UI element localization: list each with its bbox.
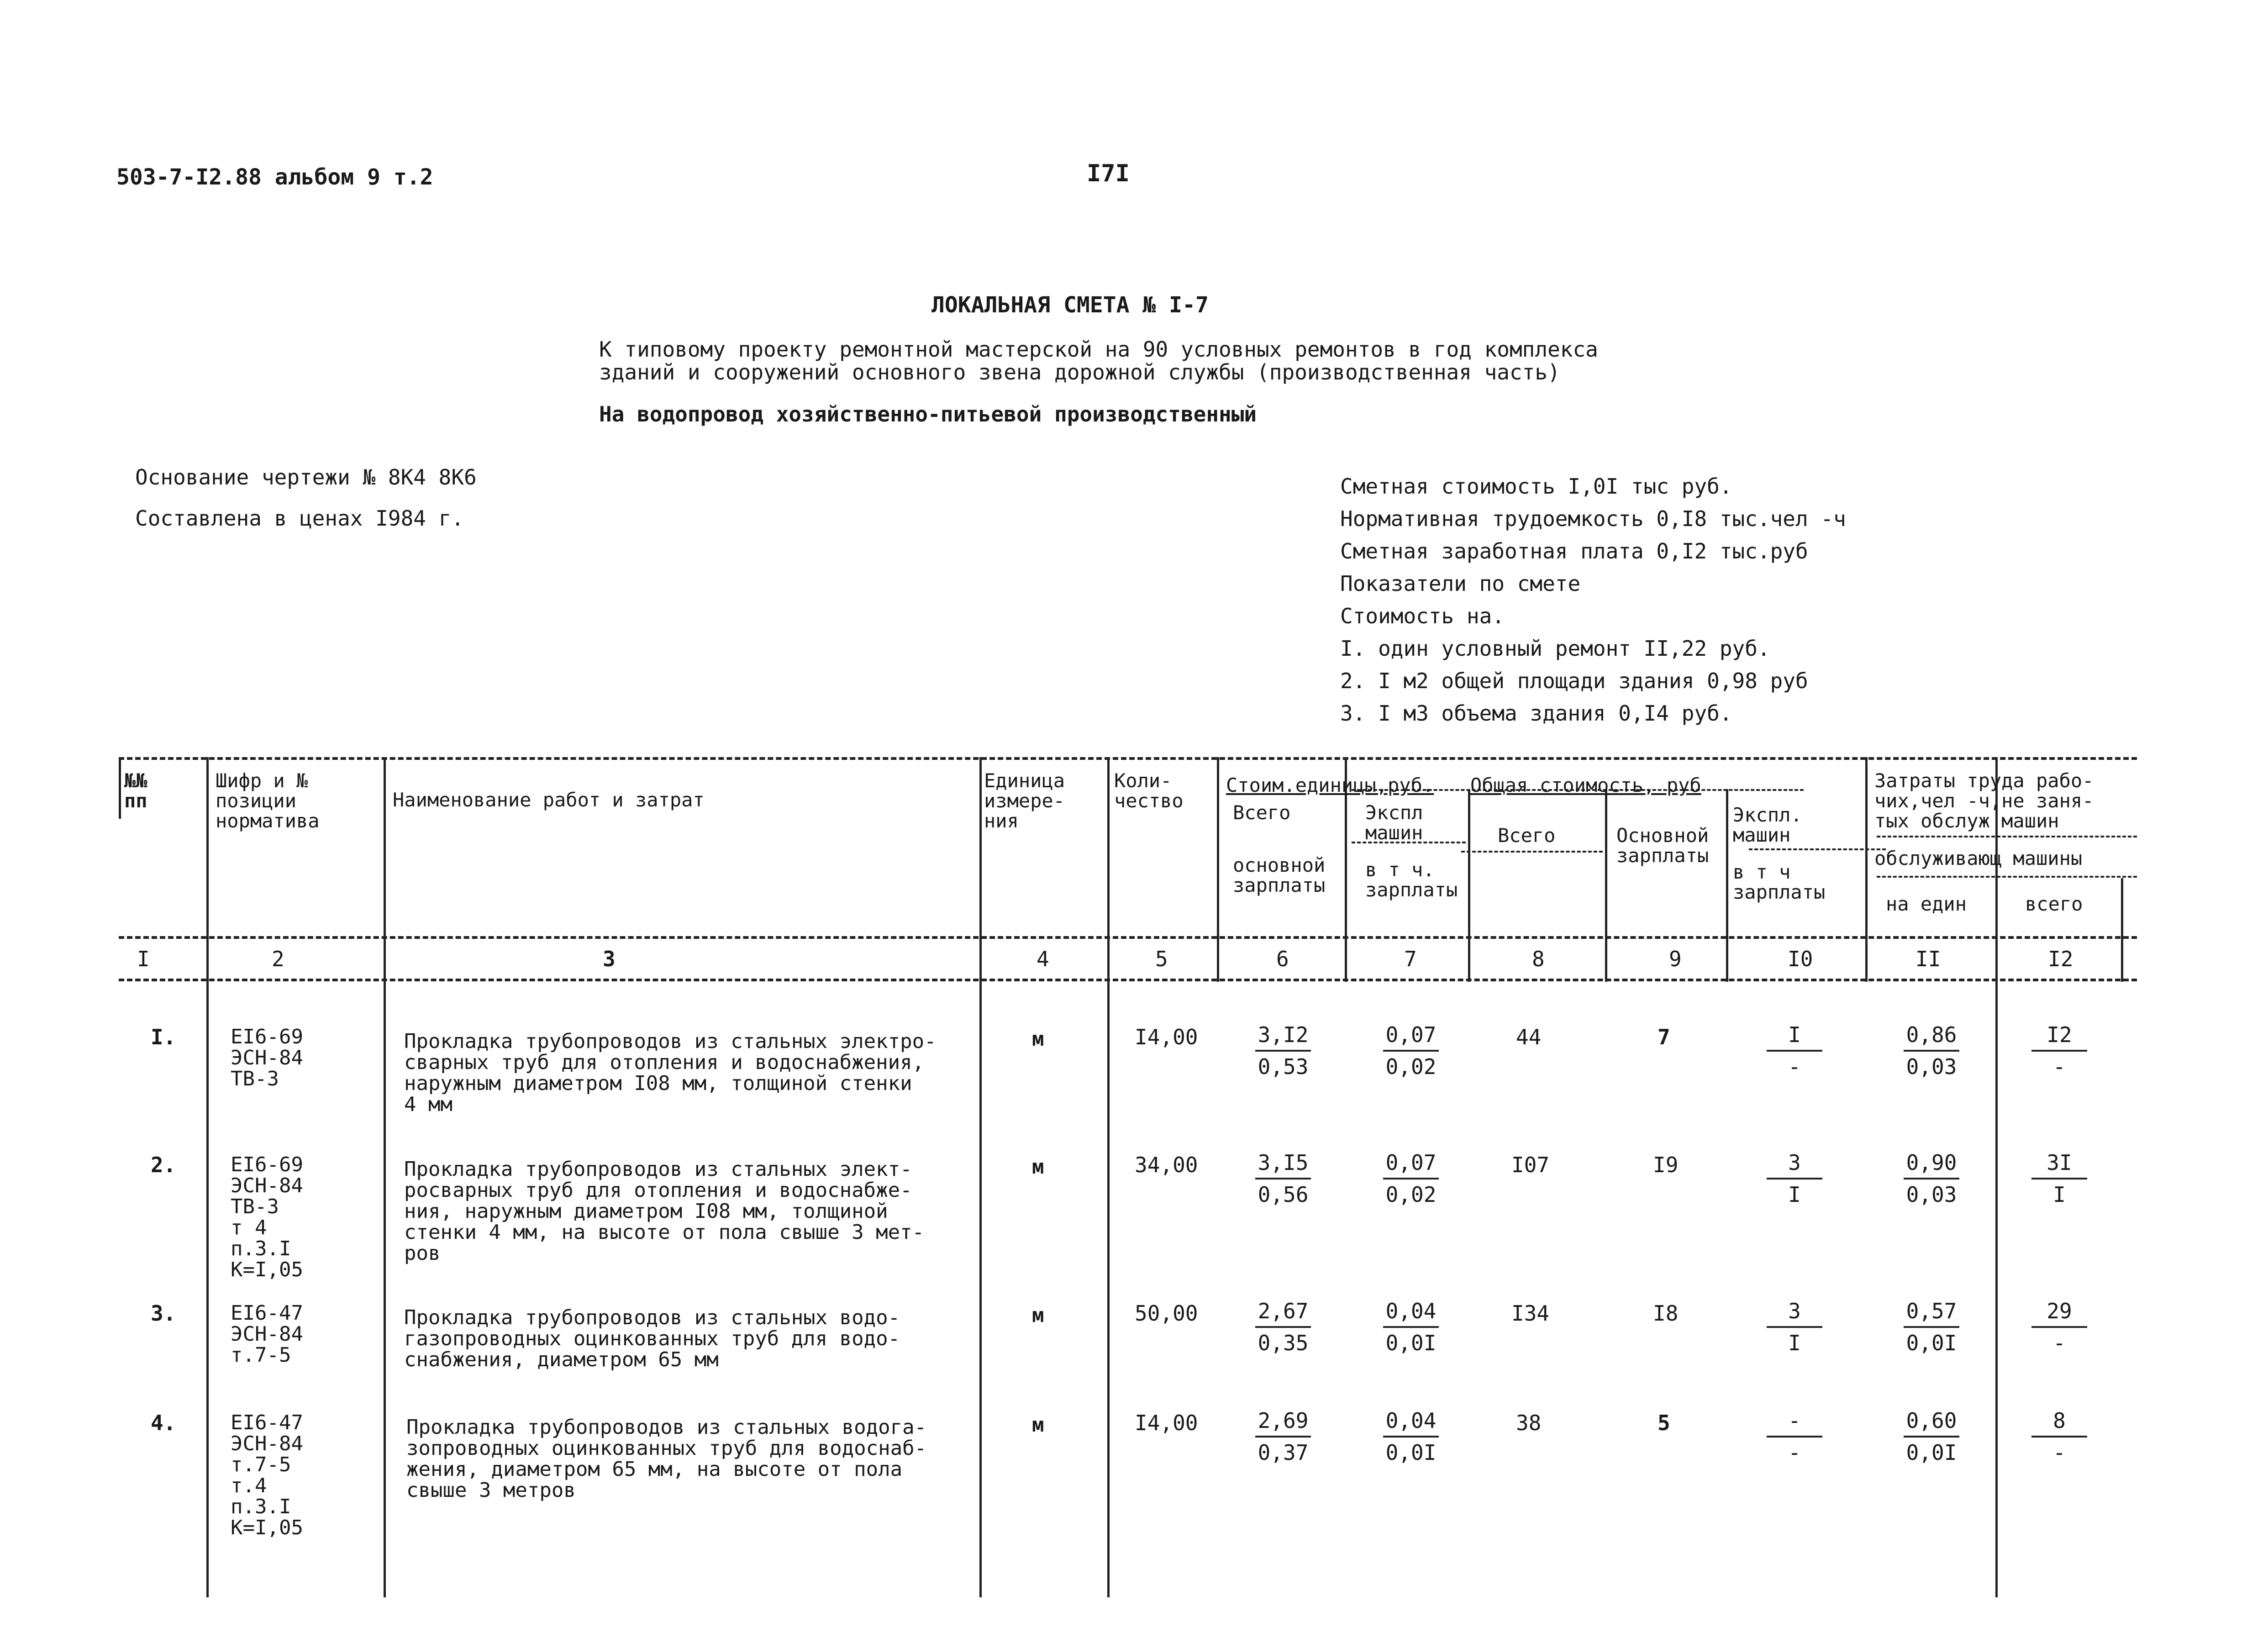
basis-drawings: Основание чертежи № 8К4 8К6 — [135, 465, 477, 490]
row-total: 38 — [1516, 1411, 1542, 1435]
exp-machine: I — [1767, 1020, 1822, 1052]
machine: 0,07 — [1383, 1148, 1439, 1180]
row-wage: I8 — [1653, 1301, 1679, 1326]
exp-machine: 3 — [1767, 1148, 1822, 1180]
labor-unit: 0,57 — [1904, 1296, 1960, 1328]
row-num: I. — [151, 1025, 176, 1049]
v-rule-11 — [1995, 757, 1998, 1597]
summary-cost-per: Стоимость на. — [1340, 604, 1505, 628]
labor-unit: 0,86 — [1904, 1020, 1960, 1052]
estimate-subtitle — [599, 338, 1598, 384]
unit-wage: 0,56 — [1258, 1182, 1309, 1207]
sub-rule-labor-2 — [1877, 876, 2137, 878]
row-labor-total — [2014, 1296, 2105, 1358]
header-exp-machines: Экспл. машин — [1733, 804, 1802, 846]
row-labor-total — [2014, 1406, 2105, 1468]
labor-unit-2: 0,03 — [1906, 1182, 1957, 1207]
v-rule-5 — [1217, 757, 1219, 982]
row-labor-total — [2014, 1020, 2105, 1082]
row-labor-total — [2014, 1148, 2105, 1210]
header-rule — [119, 936, 2137, 939]
header-labor-service: обслуживающ машины — [1874, 847, 2083, 869]
row-labor-unit — [1886, 1148, 1977, 1210]
row-labor-unit — [1886, 1406, 1977, 1468]
row-exp-machines — [1749, 1296, 1840, 1358]
machine-wage: 0,0I — [1385, 1331, 1437, 1355]
header-code: Шифр и № позиции норматива — [216, 769, 320, 832]
subtitle-line-2: зданий и сооружений основного звена дорожной службы (производственная часть) — [599, 360, 1560, 384]
row-machine-cost — [1361, 1296, 1461, 1358]
row-wage: 5 — [1658, 1411, 1670, 1435]
column-number: 5 — [1155, 947, 1168, 971]
machine: 0,04 — [1383, 1296, 1439, 1328]
row-num: 4. — [151, 1411, 176, 1435]
row-machine-cost — [1361, 1406, 1461, 1468]
row-name: Прокладка трубопроводов из стальных водога- зопроводных оцинкованных труб для водоснаб- жения, диаметром 65 мм, на высоте от пола свыше 3 метров — [406, 1416, 927, 1502]
machine: 0,07 — [1383, 1020, 1439, 1052]
exp-machine: 3 — [1767, 1296, 1822, 1328]
summary-wages: Сметная заработная плата 0,I2 тыс.руб — [1340, 539, 1808, 563]
labor-total: 3I — [2031, 1148, 2087, 1180]
row-num: 2. — [151, 1153, 176, 1177]
sub-rule-7 — [1461, 851, 1603, 853]
table-top-rule — [119, 757, 2137, 760]
exp-machine: - — [1767, 1406, 1822, 1438]
machine: 0,04 — [1383, 1406, 1439, 1438]
exp-machine-wage: - — [1788, 1054, 1801, 1079]
labor-total-2: I — [2053, 1182, 2066, 1207]
labor-total-2: - — [2053, 1440, 2066, 1465]
row-labor-unit — [1886, 1020, 1977, 1082]
v-rule-7 — [1468, 789, 1470, 982]
row-labor-unit — [1886, 1296, 1977, 1358]
subtitle-line-1: К типовому проекту ремонтной мастерской на 90 условных ремонтов в год комплекса — [599, 337, 1598, 362]
sub-rule-labor — [1877, 836, 2137, 837]
column-number: I0 — [1788, 947, 1813, 971]
column-number: 2 — [272, 947, 284, 971]
header-name: Наименование работ и затрат — [393, 789, 705, 811]
row-code: EI6-69 ЭСН-84 ТВ-3 — [231, 1025, 303, 1090]
unit-wage: 0,53 — [1258, 1054, 1309, 1079]
labor-unit-2: 0,0I — [1906, 1331, 1957, 1355]
header-unit-wages: основной зарплаты — [1233, 854, 1326, 896]
row-num: 3. — [151, 1301, 176, 1326]
row-unit-cost — [1233, 1148, 1333, 1210]
labor-unit-2: 0,0I — [1906, 1440, 1957, 1465]
header-total: Всего — [1498, 824, 1556, 847]
header-total-cost-group: Общая стоимость, руб — [1470, 774, 1701, 796]
row-code: EI6-47 ЭСН-84 т.7-5 — [231, 1301, 303, 1367]
summary-item-1: I. один условный ремонт II,22 руб. — [1340, 636, 1770, 661]
column-number: I2 — [2048, 947, 2073, 971]
labor-total-2: - — [2053, 1331, 2066, 1355]
estimate-table — [119, 757, 2137, 1597]
row-code: EI6-69 ЭСН-84 ТВ-3 т 4 п.3.I К=I,05 — [231, 1153, 303, 1281]
machine-wage: 0,02 — [1385, 1054, 1437, 1079]
row-qty: I4,00 — [1135, 1025, 1198, 1049]
labor-total-2: - — [2053, 1054, 2066, 1079]
row-exp-machines — [1749, 1020, 1840, 1082]
column-number: 4 — [1037, 947, 1049, 971]
row-machine-cost — [1361, 1020, 1461, 1082]
row-qty: 34,00 — [1135, 1153, 1198, 1177]
row-unit-cost — [1233, 1406, 1333, 1468]
v-rule-12 — [2121, 878, 2123, 982]
row-qty: I4,00 — [1135, 1411, 1198, 1435]
column-number: 9 — [1669, 947, 1682, 971]
estimate-summary — [1340, 470, 1846, 730]
row-unit: м — [1032, 1155, 1044, 1179]
labor-total: I2 — [2031, 1020, 2087, 1052]
page-number: I7I — [1087, 160, 1130, 187]
row-name: Прокладка трубопроводов из стальных электро- сварных труб для отопления и водоснабжения, наружным диаметром I08 мм, толщиной стенки 4 мм — [404, 1030, 937, 1116]
row-qty: 50,00 — [1135, 1301, 1198, 1326]
colnum-rule — [119, 979, 2137, 981]
v-rule-4 — [1107, 757, 1110, 1597]
labor-total: 29 — [2031, 1296, 2087, 1328]
header-exp-machine-wages: в т ч зарплаты — [1733, 861, 1826, 903]
header-labor-group: Затраты труда рабо- чих,чел -ч,не заня- тых обслуж машин — [1874, 769, 2094, 832]
unit-total: 2,67 — [1255, 1296, 1311, 1328]
column-number: 8 — [1532, 947, 1545, 971]
header-machines: Экспл машин — [1365, 801, 1423, 844]
column-number: I — [137, 947, 150, 971]
header-wages: Основной зарплаты — [1616, 824, 1709, 867]
row-code: EI6-47 ЭСН-84 т.7-5 т.4 п.3.I К=I,05 — [231, 1411, 303, 1539]
v-rule-1 — [206, 757, 209, 1597]
row-machine-cost — [1361, 1148, 1461, 1210]
header-unit-total: Всего — [1233, 801, 1291, 824]
summary-indicators: Показатели по смете — [1340, 571, 1581, 596]
header-unit: Единица измере- ния — [984, 769, 1065, 832]
summary-item-3: 3. I м3 объема здания 0,I4 руб. — [1340, 701, 1732, 726]
header-num: №№ пп — [124, 769, 147, 812]
row-total: I34 — [1511, 1301, 1550, 1326]
estimate-title: ЛОКАЛЬНАЯ СМЕТА № I-7 — [931, 292, 1209, 318]
row-exp-machines — [1749, 1148, 1840, 1210]
labor-unit: 0,60 — [1904, 1406, 1960, 1438]
column-number: II — [1915, 947, 1941, 971]
v-rule-8 — [1605, 789, 1607, 982]
document-code: 503-7-I2.88 альбом 9 т.2 — [116, 164, 433, 190]
exp-machine-wage: - — [1788, 1440, 1801, 1465]
unit-total: 2,69 — [1255, 1406, 1311, 1438]
v-rule-0 — [119, 757, 121, 819]
row-wage: 7 — [1658, 1025, 1670, 1049]
unit-total: 3,I2 — [1255, 1020, 1311, 1052]
object-title: На водопровод хозяйственно-питьевой производственный — [599, 402, 1257, 427]
row-unit: м — [1032, 1027, 1044, 1051]
header-labor-per-unit: на един — [1886, 893, 1967, 915]
labor-total: 8 — [2031, 1406, 2087, 1438]
machine-wage: 0,0I — [1385, 1440, 1437, 1465]
v-rule-3 — [979, 757, 982, 1597]
v-rule-9 — [1726, 789, 1728, 982]
row-unit: м — [1032, 1304, 1044, 1327]
v-rule-10 — [1865, 757, 1868, 982]
column-number: 3 — [603, 947, 616, 971]
column-number: 6 — [1276, 947, 1289, 971]
header-labor-total: всего — [2025, 893, 2083, 915]
unit-total: 3,I5 — [1255, 1148, 1311, 1180]
row-unit: м — [1032, 1413, 1044, 1437]
column-number: 7 — [1404, 947, 1417, 971]
labor-unit-2: 0,03 — [1906, 1054, 1957, 1079]
row-total: I07 — [1511, 1153, 1550, 1177]
summary-labor: Нормативная трудоемкость 0,I8 тыс.чел -ч — [1340, 506, 1846, 531]
summary-cost: Сметная стоимость I,0I тыс руб. — [1340, 474, 1732, 499]
header-unit-cost-group: Стоим.единицы,руб. — [1226, 774, 1434, 796]
labor-unit: 0,90 — [1904, 1148, 1960, 1180]
unit-wage: 0,37 — [1258, 1440, 1309, 1465]
machine-wage: 0,02 — [1385, 1182, 1437, 1207]
row-unit-cost — [1233, 1296, 1333, 1358]
basis-prices: Составлена в ценах I984 г. — [135, 506, 464, 531]
row-total: 44 — [1516, 1025, 1542, 1049]
exp-machine-wage: I — [1788, 1331, 1801, 1355]
row-wage: I9 — [1653, 1153, 1679, 1177]
unit-wage: 0,35 — [1258, 1331, 1309, 1355]
header-qty: Коли- чество — [1114, 769, 1184, 812]
row-name: Прокладка трубопроводов из стальных элект- росварных труб для отопления и водоснабже- ния, наружным диаметром I08 мм, толщиной стенки 4 мм, на высоте от пола свыше 3 мет- ров — [404, 1158, 925, 1265]
row-exp-machines — [1749, 1406, 1840, 1468]
row-name: Прокладка трубопроводов из стальных водо- газопроводных оцинкованных труб для водо- снабжения, диаметром 65 мм — [404, 1306, 900, 1371]
v-rule-2 — [384, 757, 386, 1597]
exp-machine-wage: I — [1788, 1182, 1801, 1207]
header-machine-wages: в т ч. зарплаты — [1365, 858, 1458, 901]
row-unit-cost — [1233, 1020, 1333, 1082]
summary-item-2: 2. I м2 общей площади здания 0,98 руб — [1340, 669, 1808, 693]
